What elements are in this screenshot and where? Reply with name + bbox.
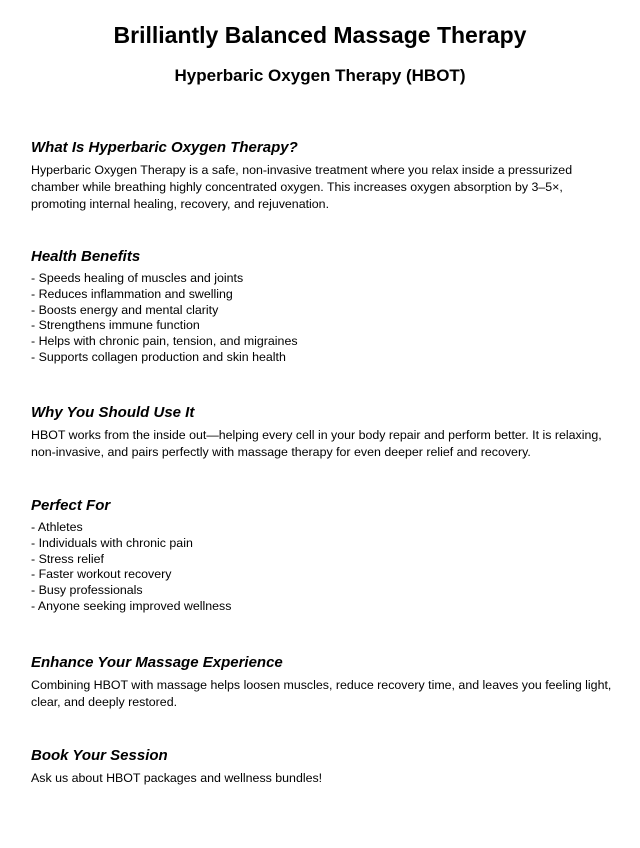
section-why-use-it bbox=[31, 403, 621, 461]
list-item: - Speeds healing of muscles and joints bbox=[31, 271, 244, 285]
section-enhance-massage bbox=[31, 653, 621, 711]
list-item: - Individuals with chronic pain bbox=[31, 535, 193, 550]
list-item: - Faster workout recovery bbox=[31, 567, 172, 582]
list-item: - Athletes bbox=[31, 520, 83, 534]
page-subtitle: Hyperbaric Oxygen Therapy (HBOT) bbox=[174, 66, 466, 85]
perfect-for-list bbox=[31, 520, 621, 615]
section-perfect-for bbox=[31, 496, 621, 615]
list-item: - Strengthens immune function bbox=[31, 318, 200, 333]
section-body-enhance-massage: Combining HBOT with massage helps loosen muscles, reduce recovery time, and leaves you feeling light, clear, and deeply restored. bbox=[31, 678, 612, 709]
section-body-what-is-hbot: Hyperbaric Oxygen Therapy is a safe, non-invasive treatment where you relax inside a pressurized chamber while breathing highly concentrated oxygen. This increases oxygen absorption by 3–5×, promoting internal healing, recovery, and rejuvenation. bbox=[31, 163, 573, 211]
section-book-session bbox=[31, 746, 621, 787]
health-benefits-list bbox=[31, 271, 621, 366]
list-item: - Helps with chronic pain, tension, and migraines bbox=[31, 334, 298, 349]
list-item: - Anyone seeking improved wellness bbox=[31, 598, 232, 613]
section-heading-health-benefits: Health Benefits bbox=[31, 248, 141, 265]
section-health-benefits bbox=[31, 247, 621, 366]
list-item: - Busy professionals bbox=[31, 583, 143, 598]
section-heading-book-session: Book Your Session bbox=[31, 747, 168, 764]
list-item: - Stress relief bbox=[31, 551, 104, 566]
list-item: - Supports collagen production and skin health bbox=[31, 349, 286, 364]
section-body-book-session: Ask us about HBOT packages and wellness bundles! bbox=[31, 771, 323, 785]
section-heading-perfect-for: Perfect For bbox=[31, 497, 111, 514]
section-heading-enhance-massage: Enhance Your Massage Experience bbox=[31, 654, 283, 671]
list-item: - Boosts energy and mental clarity bbox=[31, 302, 219, 317]
section-heading-what-is-hbot: What Is Hyperbaric Oxygen Therapy? bbox=[31, 139, 298, 156]
section-what-is-hbot bbox=[31, 138, 621, 213]
page-title: Brilliantly Balanced Massage Therapy bbox=[113, 22, 527, 48]
section-heading-why-use-it: Why You Should Use It bbox=[31, 404, 195, 421]
section-body-why-use-it: HBOT works from the inside out—helping every cell in your body repair and perform better. It is relaxing, non-invasive, and pairs perfectly with massage therapy for even deeper relief and recovery. bbox=[31, 428, 602, 459]
list-item: - Reduces inflammation and swelling bbox=[31, 286, 233, 301]
